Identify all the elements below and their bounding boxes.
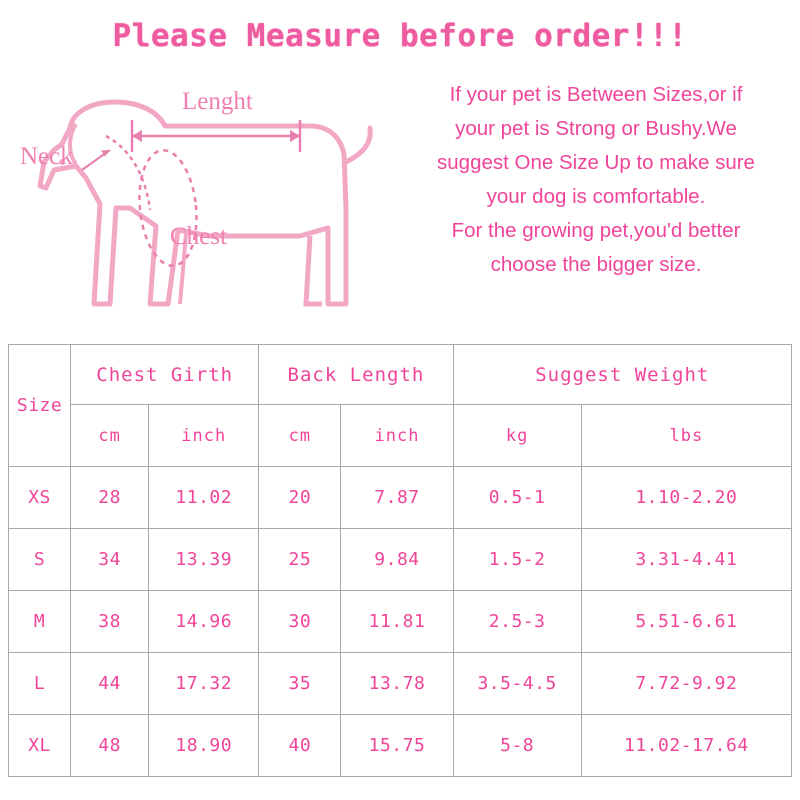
header-back-cm: cm <box>259 405 341 467</box>
header-back-length: Back Length <box>259 345 453 405</box>
sizing-advice-note <box>396 78 796 282</box>
cell-weight-lbs: 1.10-2.20 <box>581 467 791 529</box>
cell-chest-inch: 13.39 <box>149 529 259 591</box>
cell-weight-kg: 0.5-1 <box>453 467 581 529</box>
note-line: your dog is comfortable. <box>486 185 706 208</box>
cell-back-cm: 30 <box>259 591 341 653</box>
table-row <box>9 591 792 653</box>
cell-chest-cm: 34 <box>71 529 149 591</box>
diagram-label-chest: Chest <box>170 223 227 250</box>
cell-back-inch: 11.81 <box>341 591 453 653</box>
cell-chest-cm: 48 <box>71 715 149 777</box>
cell-back-cm: 35 <box>259 653 341 715</box>
page-title: Please Measure before order!!! <box>112 18 688 54</box>
header-weight-lbs: lbs <box>581 405 791 467</box>
note-line: For the growing pet,you'd better <box>451 219 741 242</box>
note-line: If your pet is Between Sizes,or if <box>449 83 743 106</box>
table-body <box>9 467 792 777</box>
cell-size: S <box>9 529 71 591</box>
header-suggest-weight: Suggest Weight <box>453 345 791 405</box>
cell-back-cm: 25 <box>259 529 341 591</box>
table-head <box>9 345 792 467</box>
cell-back-inch: 9.84 <box>341 529 453 591</box>
table-header-row-units <box>9 405 792 467</box>
cell-back-inch: 15.75 <box>341 715 453 777</box>
table-header-row-groups <box>9 345 792 405</box>
cell-chest-inch: 17.32 <box>149 653 259 715</box>
cell-chest-cm: 38 <box>71 591 149 653</box>
cell-back-inch: 13.78 <box>341 653 453 715</box>
table-row <box>9 715 792 777</box>
cell-weight-kg: 1.5-2 <box>453 529 581 591</box>
header-weight-kg: kg <box>453 405 581 467</box>
cell-chest-inch: 14.96 <box>149 591 259 653</box>
cell-size: XL <box>9 715 71 777</box>
header-chest-inch: inch <box>149 405 259 467</box>
cell-chest-cm: 28 <box>71 467 149 529</box>
cell-size: L <box>9 653 71 715</box>
note-line: your pet is Strong or Bushy.We <box>455 117 737 140</box>
cell-weight-lbs: 5.51-6.61 <box>581 591 791 653</box>
cell-weight-lbs: 7.72-9.92 <box>581 653 791 715</box>
table-row <box>9 467 792 529</box>
header-chest-girth: Chest Girth <box>71 345 259 405</box>
table-row <box>9 529 792 591</box>
cell-weight-kg: 2.5-3 <box>453 591 581 653</box>
cell-weight-kg: 5-8 <box>453 715 581 777</box>
header-back-inch: inch <box>341 405 453 467</box>
cell-chest-inch: 11.02 <box>149 467 259 529</box>
table-row <box>9 653 792 715</box>
cell-chest-inch: 18.90 <box>149 715 259 777</box>
header-size: Size <box>9 345 71 467</box>
cell-chest-cm: 44 <box>71 653 149 715</box>
size-table <box>8 344 792 777</box>
note-line: suggest One Size Up to make sure <box>437 151 755 174</box>
cell-size: XS <box>9 467 71 529</box>
dog-measurement-diagram <box>10 58 400 318</box>
note-line: choose the bigger size. <box>490 253 702 276</box>
cell-back-inch: 7.87 <box>341 467 453 529</box>
header-chest-cm: cm <box>71 405 149 467</box>
cell-weight-kg: 3.5-4.5 <box>453 653 581 715</box>
cell-weight-lbs: 11.02-17.64 <box>581 715 791 777</box>
cell-size: M <box>9 591 71 653</box>
diagram-label-length: Lenght <box>182 88 253 115</box>
cell-back-cm: 20 <box>259 467 341 529</box>
cell-weight-lbs: 3.31-4.41 <box>581 529 791 591</box>
diagram-label-neck: Neck <box>20 143 73 170</box>
cell-back-cm: 40 <box>259 715 341 777</box>
size-table-wrapper <box>8 344 792 777</box>
